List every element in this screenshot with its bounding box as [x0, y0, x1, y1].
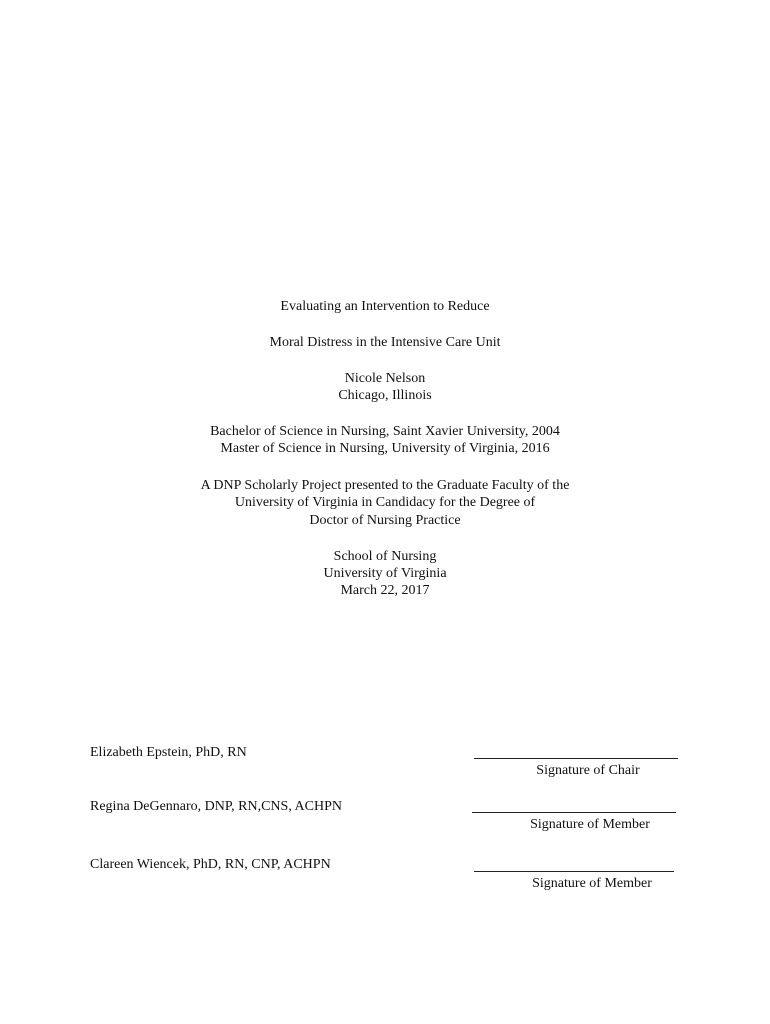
- presentation-line-1: A DNP Scholarly Project presented to the Graduate Faculty of the: [200, 478, 570, 493]
- committee-member-1-name: Regina DeGennaro, DNP, RN,CNS, ACHPN: [90, 799, 342, 814]
- committee-chair-name: Elizabeth Epstein, PhD, RN: [90, 745, 247, 760]
- signature-line-member-2[interactable]: [474, 871, 674, 872]
- project-title-line-2: Moral Distress in the Intensive Care Unit: [269, 335, 501, 350]
- master-degree: Master of Science in Nursing, University of Virginia, 2016: [220, 441, 550, 456]
- project-title-line-1: Evaluating an Intervention to Reduce: [280, 299, 490, 314]
- signature-caption-member-2: Signature of Member: [532, 876, 652, 891]
- signature-line-member-1[interactable]: [472, 812, 676, 813]
- committee-member-2-name: Clareen Wiencek, PhD, RN, CNP, ACHPN: [90, 857, 331, 872]
- signature-caption-member-1: Signature of Member: [530, 817, 650, 832]
- bachelor-degree: Bachelor of Science in Nursing, Saint Xavier University, 2004: [210, 424, 560, 439]
- signature-caption-chair: Signature of Chair: [536, 763, 640, 778]
- university-name: University of Virginia: [323, 566, 447, 581]
- school-name: School of Nursing: [333, 549, 437, 564]
- author-location: Chicago, Illinois: [338, 388, 432, 403]
- author-name: Nicole Nelson: [344, 371, 426, 386]
- degree-name: Doctor of Nursing Practice: [309, 513, 461, 528]
- presentation-line-2: University of Virginia in Candidacy for the Degree of: [234, 495, 536, 510]
- submission-date: March 22, 2017: [340, 583, 430, 598]
- signature-line-chair[interactable]: [474, 758, 678, 759]
